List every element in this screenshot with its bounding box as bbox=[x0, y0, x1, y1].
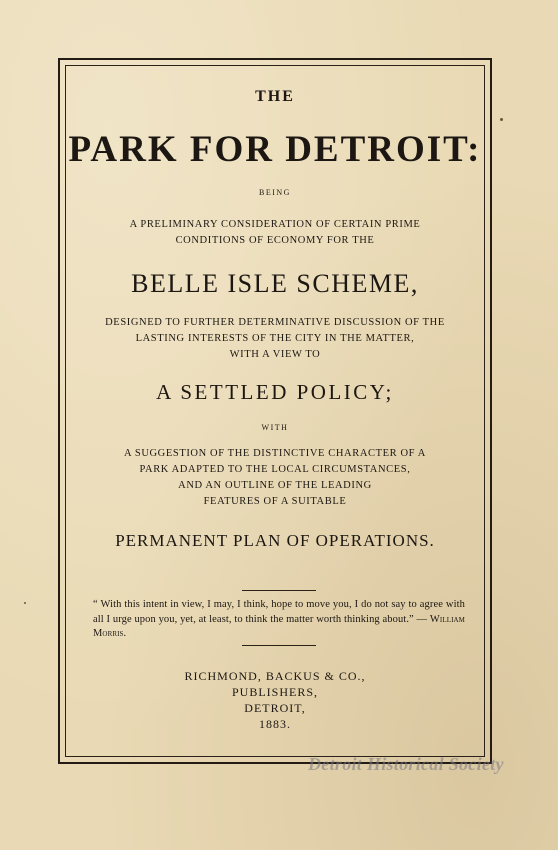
suggestion-line: FEATURES OF A SUITABLE bbox=[203, 496, 347, 507]
quote-author: William Morris. bbox=[93, 613, 465, 639]
publisher-name: RICHMOND, BACKUS & CO., bbox=[184, 669, 366, 683]
scheme-title: BELLE ISLE SCHEME, bbox=[131, 269, 419, 298]
designed-line: DESIGNED TO FURTHER DETERMINATIVE DISCUSSION OF THE bbox=[105, 317, 445, 328]
suggestion-line: PARK ADAPTED TO THE LOCAL CIRCUMSTANCES, bbox=[139, 464, 411, 475]
designed-line: LASTING INTERESTS OF THE CITY IN THE MATTER, bbox=[135, 333, 415, 344]
paper-speck bbox=[24, 602, 26, 604]
paper-speck bbox=[500, 118, 503, 121]
suggestion-line: A SUGGESTION OF THE DISTINCTIVE CHARACTER OF A bbox=[124, 448, 426, 459]
permanent-plan-title: PERMANENT PLAN OF OPERATIONS. bbox=[115, 531, 435, 550]
being-label: BEING bbox=[259, 188, 291, 197]
quote-text: “ With this intent in view, I may, I think, hope to move you, I do not say to agree with all I urge upon you, yet, at least, to think the matter worth thinking about.” — bbox=[93, 599, 465, 625]
publisher-city: DETROIT, bbox=[244, 701, 306, 715]
title-content bbox=[66, 66, 484, 756]
suggestion-line: AND AN OUTLINE OF THE LEADING bbox=[178, 480, 372, 491]
policy-title: A SETTLED POLICY; bbox=[156, 380, 394, 404]
main-title: PARK FOR DETROIT: bbox=[68, 129, 482, 170]
title-article: THE bbox=[255, 88, 295, 105]
subtitle-line: A PRELIMINARY CONSIDERATION OF CERTAIN PRIME bbox=[129, 219, 421, 230]
publication-year: 1883. bbox=[259, 717, 291, 731]
with-label: WITH bbox=[261, 423, 289, 432]
epigraph-quote bbox=[93, 598, 465, 642]
watermark: Detroit Historical Society bbox=[308, 754, 504, 774]
divider bbox=[242, 645, 316, 646]
divider bbox=[242, 590, 316, 591]
designed-line: WITH A VIEW TO bbox=[229, 349, 321, 360]
publisher-label: PUBLISHERS, bbox=[231, 685, 319, 699]
subtitle-line: CONDITIONS OF ECONOMY FOR THE bbox=[175, 235, 375, 246]
